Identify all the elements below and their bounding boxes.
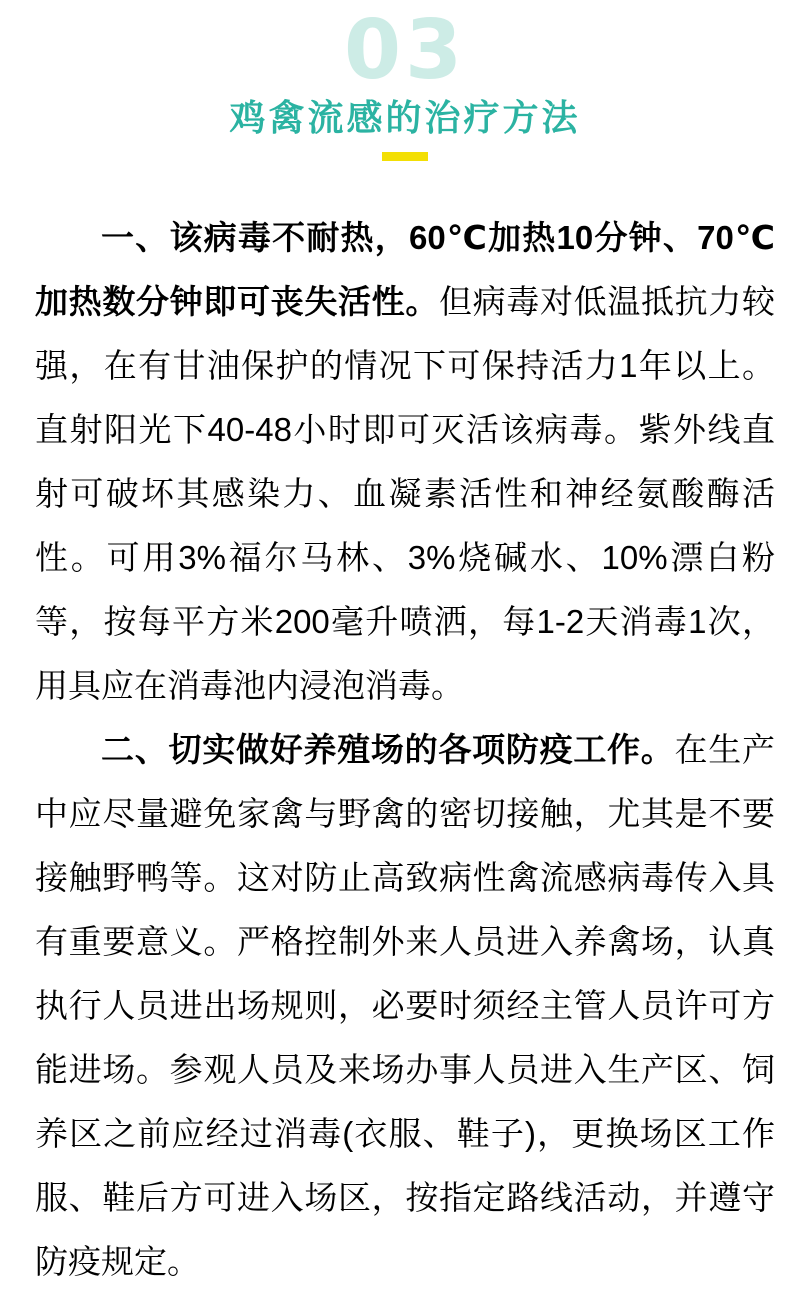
article-body xyxy=(0,206,810,1294)
paragraph-1 xyxy=(35,206,775,718)
section-title: 鸡禽流感的治疗方法 xyxy=(229,97,581,138)
yellow-divider xyxy=(382,152,428,161)
paragraph-1-lead: 一、该病毒不耐热，60℃加热10分钟、70℃加热数分钟即可丧失活性。 xyxy=(35,219,775,320)
section-header xyxy=(0,0,810,161)
section-number: 03 xyxy=(343,3,467,98)
paragraph-2 xyxy=(35,718,775,1294)
paragraph-2-text: 在生产中应尽量避免家禽与野禽的密切接触，尤其是不要接触野鸭等。这对防止高致病性禽流感病毒传入具有重要意义。严格控制外来人员进入养禽场，认真执行人员进出场规则，必要时须经主管人员许可方能进场。参观人员及来场办事人员进入生产区、饲养区之前应经过消毒(衣服、鞋子)，更换场区工作服、鞋后方可进入场区，按指定路线活动，并遵守防疫规定。 xyxy=(35,731,776,1280)
paragraph-1-text: 但病毒对低温抵抗力较强，在有甘油保护的情况下可保持活力1年以上。直射阳光下40-48小时即可灭活该病毒。紫外线直射可破坏其感染力、血凝素活性和神经氨酸酶活性。可用3%福尔马林、3%烧碱水、10%漂白粉等，按每平方米200毫升喷洒，每1-2天消毒1次，用具应在消毒池内浸泡消毒。 xyxy=(35,283,776,704)
paragraph-2-lead: 二、切实做好养殖场的各项防疫工作。 xyxy=(101,731,675,768)
